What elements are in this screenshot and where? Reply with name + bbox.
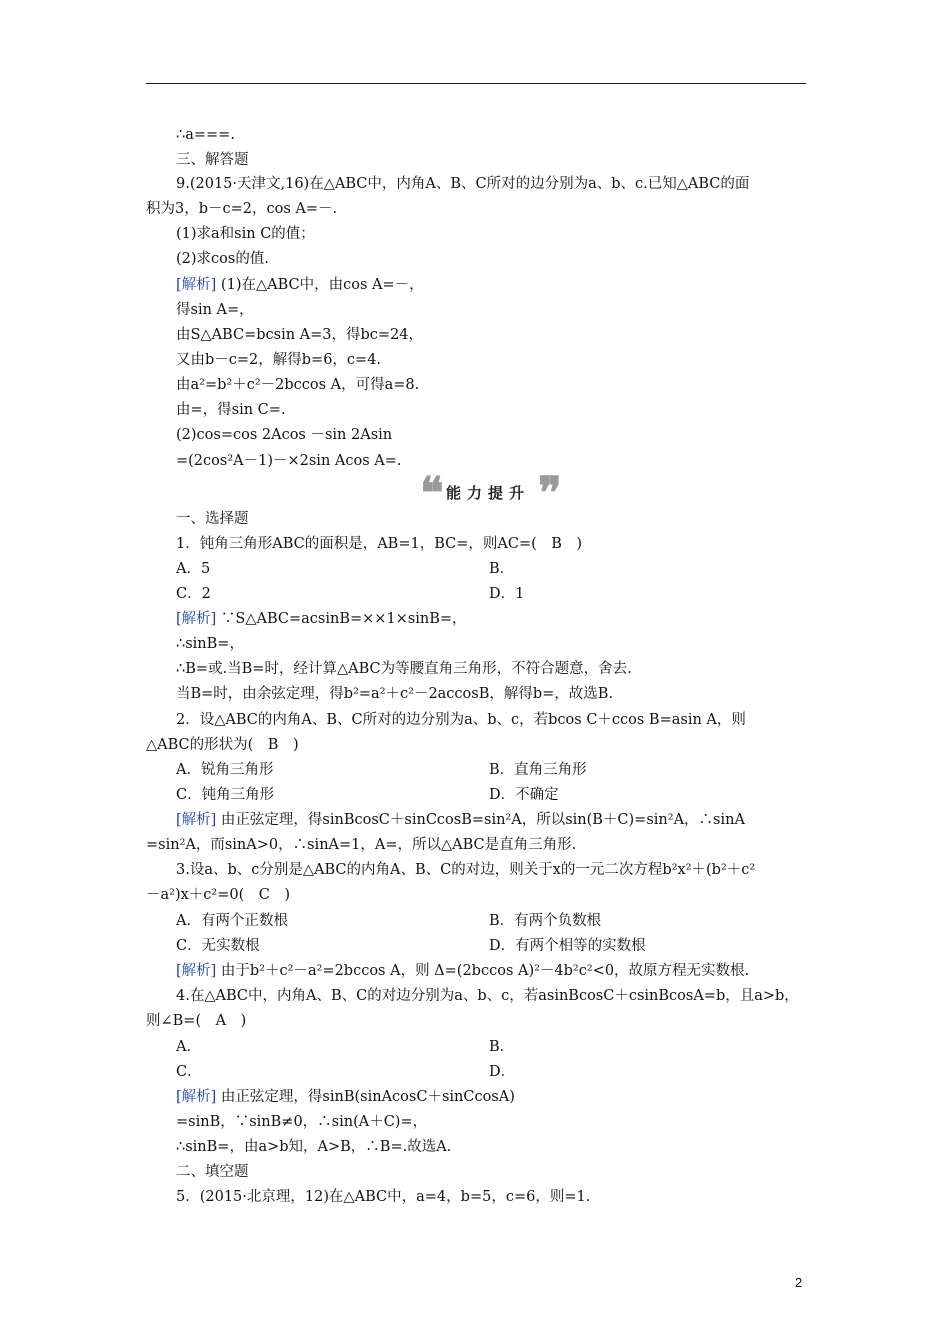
section-heading: 一、选择题 (176, 511, 249, 527)
solution-line: 得sin A=， (176, 302, 254, 318)
section-banner (420, 468, 568, 519)
option-a: A．有两个正数根 (176, 913, 288, 929)
question-text: 2．设△ABC的内角A、B、C所对的边分别为a、b、c，若bcos C＋ccos B=asin A，则 (176, 712, 746, 728)
question-text: 则∠B=( A ) (146, 1013, 247, 1029)
solution-line: =sin²A，而sinA>0，∴sinA=1，A=，所以△ABC是直角三角形. (146, 837, 577, 853)
solution-text: 由于b²＋c²－a²=2bccos A，则 Δ=(2bccos A)²－4b²c²<0，故原方程无实数根. (216, 963, 750, 979)
solution-text: (1)在△ABC中，由cos A=－， (216, 277, 424, 293)
solution-line: 由S△ABC=bcsin A=3，得bc=24， (176, 327, 424, 343)
page-number: 2 (795, 1275, 803, 1290)
question-text: 1．钝角三角形ABC的面积是，AB=1，BC=，则AC=( B ) (176, 536, 583, 552)
option-d: D． (489, 1064, 516, 1080)
question-text: 3.设a、b、c分别是△ABC的内角A、B、C的对边，则关于x的一元二次方程b²x²＋(b²＋c² (176, 862, 756, 878)
option-c: C．钝角三角形 (176, 787, 275, 803)
option-d: D．有两个相等的实数根 (489, 938, 646, 954)
solution-line: ∴sinB=， (176, 636, 244, 652)
section-heading: 二、填空题 (176, 1164, 249, 1180)
solution-line: =sinB，∵sinB≠0，∴sin(A＋C)=， (176, 1114, 428, 1130)
option-a: A． (176, 1039, 201, 1055)
solution-line (176, 962, 749, 980)
question-part: (1)求a和sin C的值； (176, 226, 315, 242)
close-quote-icon: ❞ (538, 468, 562, 519)
option-d: D．不确定 (489, 787, 559, 803)
solution-line: =(2cos²A－1)－×2sin Acos A=. (176, 453, 402, 469)
solution-line (176, 811, 745, 829)
option-c: C．2 (176, 586, 211, 602)
solution-line: 又由b－c=2，解得b=6，c=4. (176, 352, 382, 368)
question-text: 4.在△ABC中，内角A、B、C的对边分别为a、b、c，若asinBcosC＋csinBcosA=b，且a>b， (176, 988, 799, 1004)
solution-tag: [解析] (176, 963, 217, 979)
solution-line: ∴B=或.当B=时，经计算△ABC为等腰直角三角形，不符合题意，舍去. (176, 661, 632, 677)
solution-line: ∴sinB=，由a>b知，A>B，∴B=.故选A. (176, 1139, 452, 1155)
solution-text: ∵S△ABC=acsinB=××1×sinB=， (216, 611, 467, 627)
option-b: B． (489, 1039, 515, 1055)
option-d: D．1 (489, 586, 525, 602)
solution-line (176, 276, 424, 294)
solution-tag: [解析] (176, 277, 217, 293)
banner-title: 能力提升 (446, 484, 531, 502)
section-heading: 三、解答题 (176, 152, 249, 168)
open-quote-icon: ❝ (420, 468, 444, 519)
question-text: 5．(2015·北京理，12)在△ABC中，a=4，b=5，c=6，则=1. (176, 1189, 591, 1205)
text-line: ∴a===. (176, 127, 235, 143)
solution-line: 由=，得sin C=. (176, 402, 286, 418)
option-c: C． (176, 1064, 202, 1080)
option-a: A．锐角三角形 (176, 762, 274, 778)
solution-line (176, 610, 467, 628)
solution-line: 由a²=b²＋c²－2bccos A，可得a=8. (176, 377, 420, 393)
option-c: C．无实数根 (176, 938, 260, 954)
question-text: 9.(2015·天津文,16)在△ABC中，内角A、B、C所对的边分别为a、b、c.已知△ABC的面 (176, 176, 750, 192)
option-b: B．直角三角形 (489, 762, 587, 778)
solution-tag: [解析] (176, 611, 217, 627)
solution-line: 当B=时，由余弦定理，得b²=a²＋c²－2accosB，解得b=，故选B. (176, 686, 614, 702)
question-text: △ABC的形状为( B ) (146, 737, 299, 753)
solution-tag: [解析] (176, 1089, 217, 1105)
option-a: A．5 (176, 561, 211, 577)
question-part: (2)求cos的值. (176, 251, 269, 267)
header-rule (146, 83, 806, 84)
solution-tag: [解析] (176, 812, 217, 828)
solution-text: 由正弦定理，得sinBcosC＋sinCcosB=sin²A，所以sin(B＋C)=sin²A，∴sinA (216, 812, 745, 828)
question-text: －a²)x＋c²=0( C ) (146, 887, 291, 903)
solution-line: (2)cos=cos 2Acos －sin 2Asin (176, 427, 393, 443)
solution-line (176, 1088, 515, 1106)
question-text: 积为3，b－c=2，cos A=－. (146, 201, 338, 217)
option-b: B．有两个负数根 (489, 913, 602, 929)
option-b: B． (489, 561, 515, 577)
solution-text: 由正弦定理，得sinB(sinAcosC＋sinCcosA) (216, 1089, 515, 1105)
